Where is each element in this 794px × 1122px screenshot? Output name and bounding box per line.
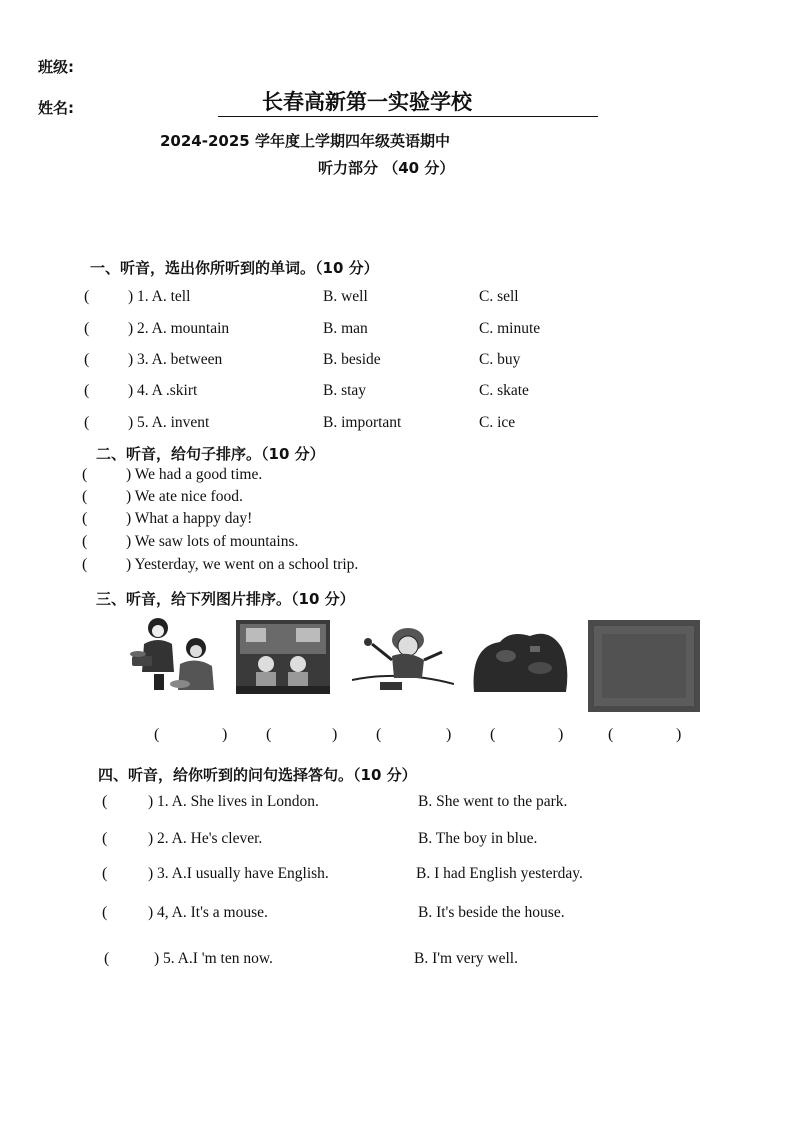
question-option-a: ) 1. A. tell	[128, 288, 191, 305]
picture-paren-open: (	[154, 726, 160, 743]
answer-option-b: B. I'm very well.	[414, 950, 518, 967]
picture-paren-close: )	[222, 726, 228, 743]
answer-option-a: ) 4, A. It's a mouse.	[148, 904, 268, 921]
answer-option-b: B. It's beside the house.	[418, 904, 565, 921]
picture-paren-close: )	[446, 726, 452, 743]
section-4-title: 四、听音，给你听到的问句选择答句。（10 分）	[98, 766, 417, 784]
answer-option-b: B. I had English yesterday.	[416, 865, 583, 882]
section-1-title: 一、听音，选出你所听到的单词。（10 分）	[90, 259, 379, 277]
answer-paren-open: (	[84, 382, 90, 399]
option-c: C. ice	[479, 414, 516, 431]
answer-paren-open: (	[82, 488, 88, 505]
boy-skiing-picture	[352, 620, 454, 696]
picture-paren-close: )	[332, 726, 338, 743]
sentence: ) We ate nice food.	[126, 488, 243, 505]
answer-paren-open: (	[82, 510, 88, 527]
class-label: 班级:	[38, 58, 74, 76]
dark-texture-picture	[588, 620, 700, 712]
picture-paren-open: (	[376, 726, 382, 743]
option-c: C. skate	[479, 382, 529, 399]
section-3-title: 三、听音，给下列图片排序。（10 分）	[96, 590, 355, 608]
option-c: C. minute	[479, 320, 541, 337]
question-option-a: ) 4. A .skirt	[128, 382, 198, 399]
answer-option-b: B. The boy in blue.	[418, 830, 538, 847]
answer-paren-open: (	[104, 950, 110, 967]
answer-paren-open: (	[102, 904, 108, 921]
header-rule	[218, 116, 598, 117]
option-c: C. buy	[479, 351, 521, 368]
option-c: C. sell	[479, 288, 519, 305]
option-b: B. important	[323, 414, 402, 431]
picture-paren-close: )	[558, 726, 564, 743]
option-b: B. man	[323, 320, 368, 337]
answer-option-a: ) 2. A. He's clever.	[148, 830, 263, 847]
picture-paren-open: (	[608, 726, 614, 743]
answer-paren-open: (	[102, 865, 108, 882]
school-name: 长春高新第一实验学校	[262, 90, 472, 114]
answer-option-a: ) 5. A.I 'm ten now.	[154, 950, 273, 967]
dark-hill-picture	[470, 626, 570, 696]
sentence: ) What a happy day!	[126, 510, 253, 527]
answer-paren-open: (	[84, 351, 90, 368]
exam-title: 2024-2025 学年度上学期四年级英语期中	[160, 132, 450, 150]
option-b: B. beside	[323, 351, 381, 368]
answer-paren-open: (	[84, 288, 90, 305]
answer-paren-open: (	[82, 556, 88, 573]
family-cooking-picture	[124, 614, 220, 694]
sentence: ) Yesterday, we went on a school trip.	[126, 556, 359, 573]
answer-paren-open: (	[82, 466, 88, 483]
answer-option-a: ) 3. A.I usually have English.	[148, 865, 329, 882]
answer-paren-open: (	[82, 533, 88, 550]
answer-option-b: B. She went to the park.	[418, 793, 568, 810]
option-b: B. stay	[323, 382, 367, 399]
answer-paren-open: (	[84, 414, 90, 431]
sentence: ) We had a good time.	[126, 466, 263, 483]
answer-paren-open: (	[102, 830, 108, 847]
picture-paren-open: (	[266, 726, 272, 743]
classroom-picture	[236, 620, 330, 694]
picture-paren-close: )	[676, 726, 682, 743]
answer-paren-open: (	[102, 793, 108, 810]
answer-option-a: ) 1. A. She lives in London.	[148, 793, 319, 810]
answer-paren-open: (	[84, 320, 90, 337]
section-2-title: 二、听音，给句子排序。（10 分）	[96, 445, 325, 463]
part-title: 听力部分 （40 分）	[318, 159, 455, 177]
option-b: B. well	[323, 288, 368, 305]
question-option-a: ) 5. A. invent	[128, 414, 210, 431]
sentence: ) We saw lots of mountains.	[126, 533, 299, 550]
question-option-a: ) 2. A. mountain	[128, 320, 230, 337]
name-label: 姓名:	[38, 99, 74, 117]
question-option-a: ) 3. A. between	[128, 351, 223, 368]
picture-paren-open: (	[490, 726, 496, 743]
